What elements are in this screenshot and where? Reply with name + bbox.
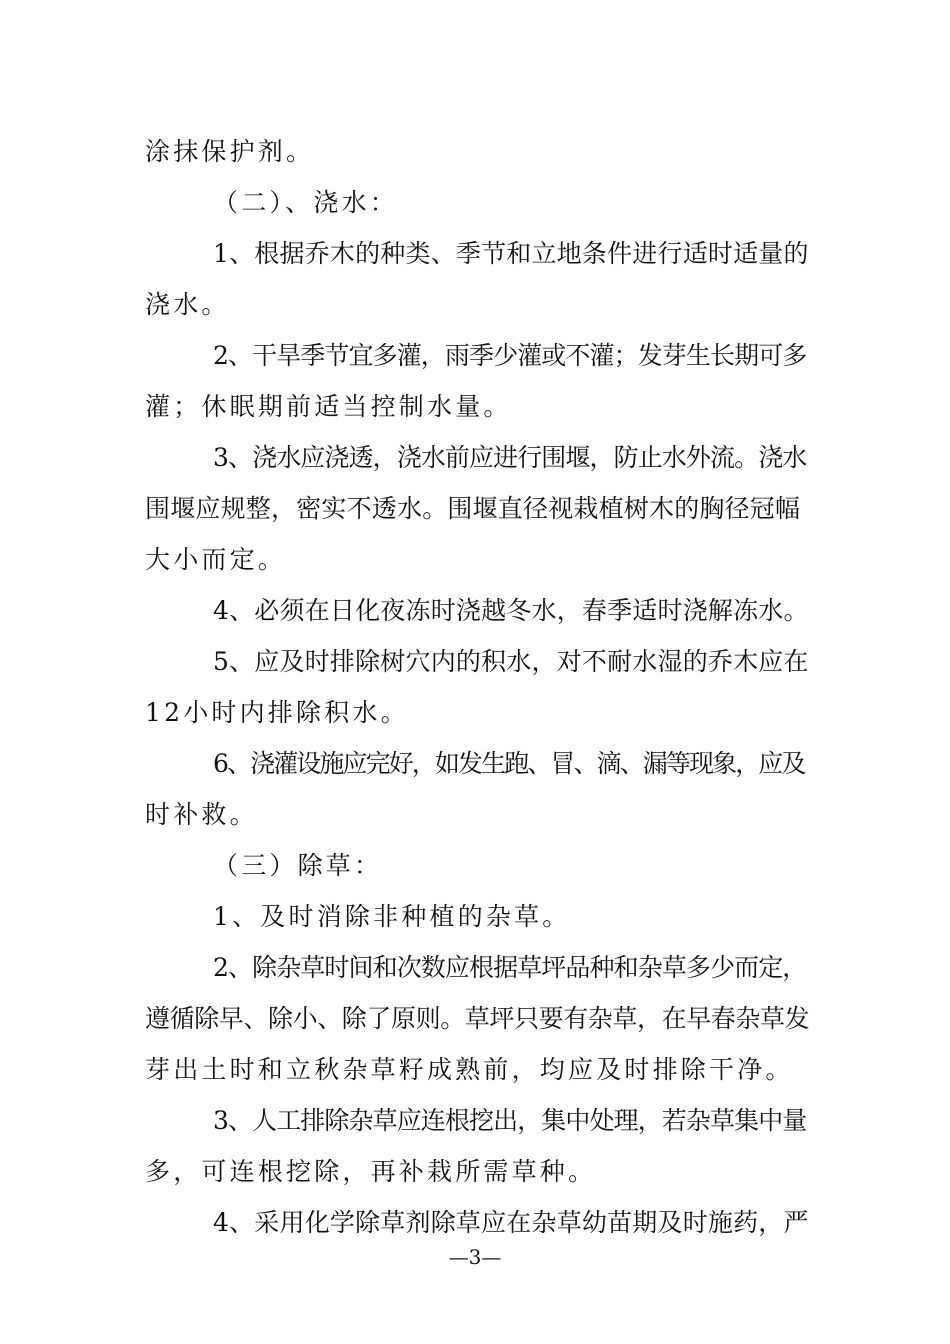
paragraph-line: 4、采用化学除草剂除草应在杂草幼苗期及时施药，严 — [213, 1208, 809, 1237]
paragraph-line: 3、浇水应浇透，浇水前应进行围堰，防止水外流。浇水 — [213, 443, 807, 472]
paragraph-line: 2、除杂草时间和次数应根据草坪品种和杂草多少而定， — [213, 953, 807, 982]
paragraph-line: 灌；休眠期前适当控制水量。 — [145, 392, 512, 421]
paragraph-line: 围堰应规整，密实不透水。围堰直径视栽植树木的胸径冠幅 — [145, 494, 801, 523]
paragraph-line: 4、必须在日化夜冻时浇越冬水，春季适时浇解冻水。 — [213, 596, 809, 625]
paragraph-line: 1、及时消除非种植的杂草。 — [213, 902, 571, 931]
paragraph-line: 12小时内排除积水。 — [145, 698, 409, 727]
paragraph-line: 6、浇灌设施应完好，如发生跑、冒、滴、漏等现象，应及 — [213, 749, 805, 778]
paragraph-line: 大小而定。 — [145, 545, 287, 574]
paragraph-line: 3、人工排除杂草应连根挖出，集中处理，若杂草集中量 — [213, 1106, 807, 1135]
paragraph-line: 浇水。 — [145, 290, 230, 319]
paragraph-line: 时补救。 — [145, 800, 258, 829]
paragraph-line: 遵循除早、除小、除了原则。草坪只要有杂草，在早春杂草发 — [145, 1004, 810, 1033]
paragraph-line: 1、根据乔木的种类、季节和立地条件进行适时适量的 — [213, 239, 809, 268]
document-body — [145, 126, 810, 1248]
paragraph-line: 涂抹保护剂。 — [145, 137, 315, 166]
paragraph-line: 5、应及时排除树穴内的积水，对不耐水湿的乔木应在 — [213, 647, 809, 676]
paragraph-line: 2、干旱季节宜多灌，雨季少灌或不灌；发芽生长期可多 — [213, 341, 807, 370]
section-heading: （二）、浇水： — [213, 188, 398, 217]
paragraph-line: 多，可连根挖除，再补栽所需草种。 — [145, 1157, 597, 1186]
section-heading: （三）除草： — [213, 851, 383, 880]
page-number: —3— — [448, 1245, 502, 1269]
paragraph-line: 芽出土时和立秋杂草籽成熟前，均应及时排除干净。 — [145, 1055, 794, 1084]
